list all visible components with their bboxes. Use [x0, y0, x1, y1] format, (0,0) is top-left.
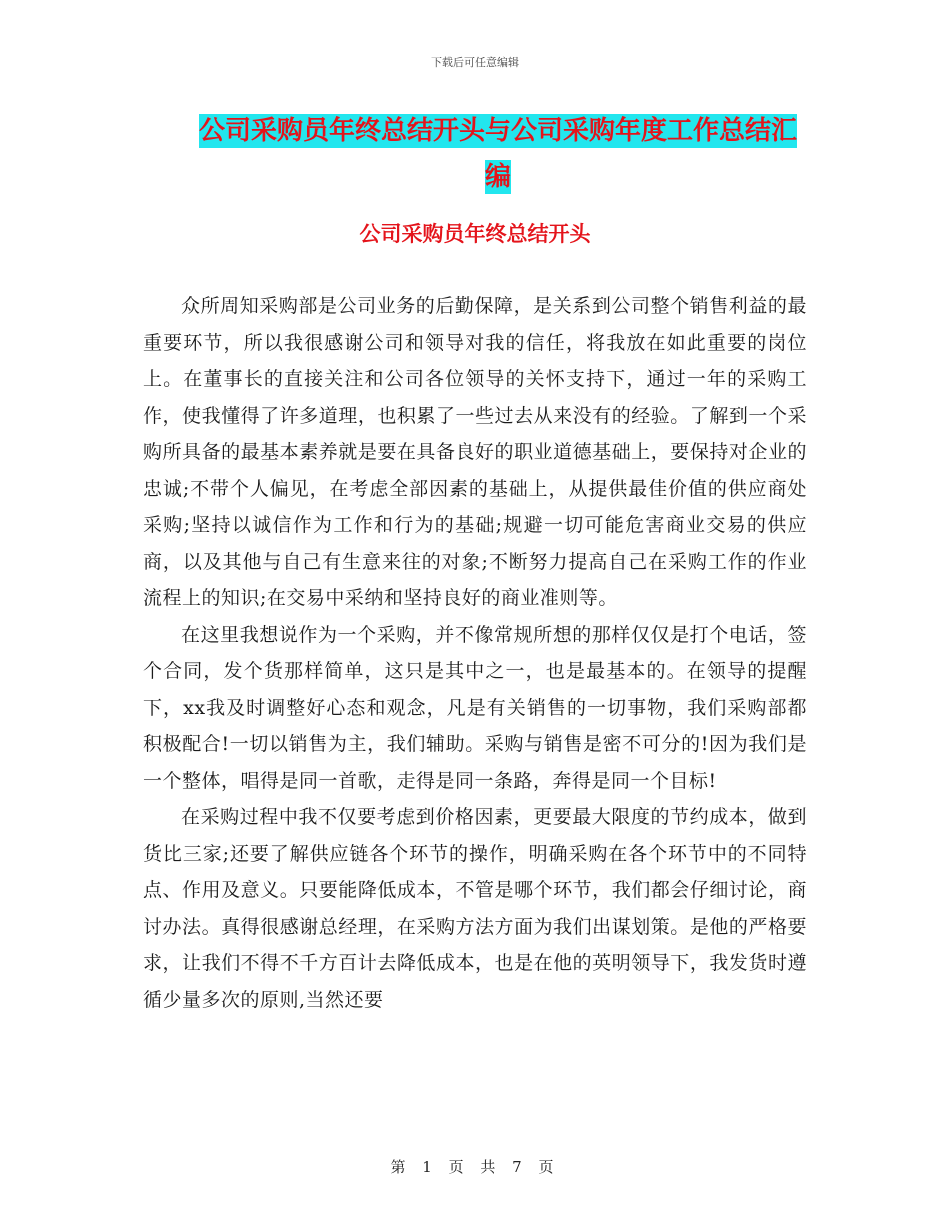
paragraph-3: 在采购过程中我不仅要考虑到价格因素，更要最大限度的节约成本，做到货比三家;还要了解供应链各个环节的操作，明确采购在各个环节中的不同特点、作用及意义。只要能降低成本，不管是哪个环节，我们都会仔细讨论，商讨办法。真得很感谢总经理，在采购方法方面为我们出谋划策。是他的严格要求，让我们不得不千方百计去降低成本，也是在他的英明领导下，我发货时遵循少量多次的原则,当然还要: [143, 806, 807, 1011]
document-title: [192, 108, 804, 200]
header-note: 下载后可任意编辑: [431, 56, 519, 69]
body-text: [143, 288, 807, 1018]
document-title-text: 公司采购员年终总结开头与公司采购年度工作总结汇编: [198, 116, 797, 192]
paragraph-1: 众所周知采购部是公司业务的后勤保障，是关系到公司整个销售利益的最重要环节，所以我很感谢公司和领导对我的信任，将我放在如此重要的岗位上。在董事长的直接关注和公司各位领导的关怀支持下，通过一年的采购工作，使我懂得了许多道理，也积累了一些过去从来没有的经验。了解到一个采购所具备的最基本素养就是要在具备良好的职业道德基础上，要保持对企业的忠诚;不带个人偏见，在考虑全部因素的基础上，从提供最佳价值的供应商处采购;坚持以诚信作为工作和行为的基础;规避一切可能危害商业交易的供应商，以及其他与自己有生意来往的对象;不断努力提高自己在采购工作的作业流程上的知识;在交易中采纳和坚持良好的商业准则等。: [143, 295, 807, 609]
paragraph-2: 在这里我想说作为一个采购，并不像常规所想的那样仅仅是打个电话，签个合同，发个货那样简单，这只是其中之一，也是最基本的。在领导的提醒下，xx我及时调整好心态和观念，凡是有关销售的一切事物，我们采购部都积极配合!一切以销售为主，我们辅助。采购与销售是密不可分的!因为我们是一个整体，唱得是同一首歌，走得是同一条路，奔得是同一个目标!: [143, 623, 807, 792]
page-number: 第 1 页 共 7 页: [390, 1158, 560, 1176]
section-title: 公司采购员年终总结开头: [359, 222, 591, 246]
